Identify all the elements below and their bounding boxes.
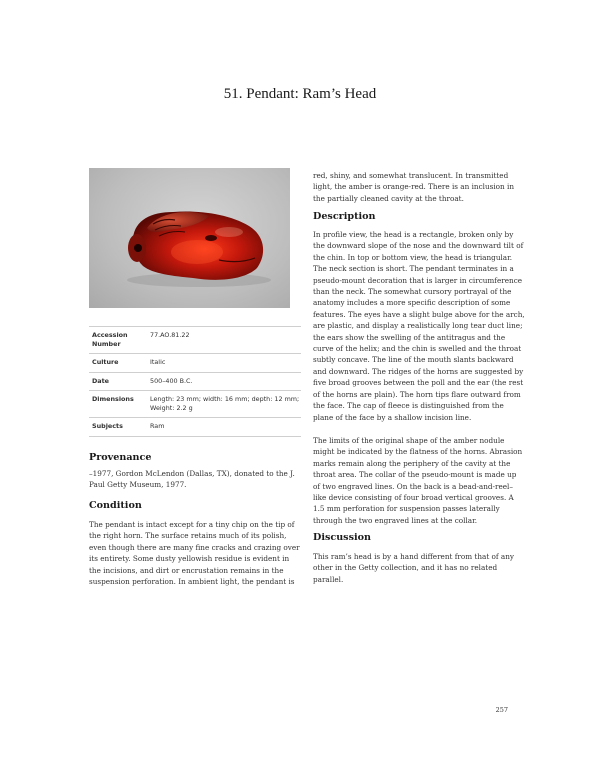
metadata-value: 77.AO.81.22 bbox=[150, 327, 301, 354]
description-paragraph-1: In profile view, the head is a rectangle, broken only by the downward slope of the nose and the downward tilt of the chin. In top or bottom view, the head is triangular. The neck section is short. The pendant terminates in a pseudo-mount decoration that is larger in circumference than the neck. The somewhat cursory portrayal of the anatomy includes a more specific description of some features. The eyes have a slight bulge above for the arch, are plastic, and display a realistically long tear duct line; the ears show the swelling of the antitragus and the curve of the helix; and the chin is swelled and the throat subtly concave. The line of the mouth slants backward and downward. The ridges of the horns are suggested by five broad grooves between the poll and the ear (the rest of the horns are plain). The horn tips flare outward from the face. The cap of fleece is distinguished from the plane of the face by a shallow incision line. bbox=[313, 230, 525, 422]
metadata-label: Culture bbox=[89, 354, 150, 373]
metadata-label: Date bbox=[89, 372, 150, 391]
metadata-row bbox=[89, 418, 301, 437]
provenance-text: –1977, Gordon McLendon (Dallas, TX), donated to the J. Paul Getty Museum, 1977. bbox=[89, 469, 295, 490]
condition-heading: Condition bbox=[89, 500, 142, 511]
metadata-value: Ram bbox=[150, 418, 301, 437]
metadata-row bbox=[89, 354, 301, 373]
page-title: 51. Pendant: Ram’s Head bbox=[223, 86, 377, 102]
description-paragraph-2: The limits of the original shape of the amber nodule might be indicated by the flatness of the horns. Abrasion marks remain along the periphery of the cavity at the throat area. The collar of the pseudo-mount is made up of two engraved lines. On the back is a bead-and-reel–like device consisting of four broad vertical grooves. A 1.5 mm perforation for suspension passes laterally through the two engraved lines at the collar. bbox=[313, 436, 523, 525]
discussion-heading: Discussion bbox=[313, 532, 372, 543]
condition-text-continued: red, shiny, and somewhat translucent. In transmitted light, the amber is orange-red. There is an inclusion in the partially cleaned cavity at the throat. bbox=[313, 171, 514, 203]
metadata-value: Length: 23 mm; width: 16 mm; depth: 12 mm; Weight: 2.2 g bbox=[150, 391, 301, 418]
ram-head-pendant-image bbox=[89, 168, 290, 308]
metadata-value: Italic bbox=[150, 354, 301, 373]
metadata-label: Subjects bbox=[89, 418, 150, 437]
page-number: 257 bbox=[495, 706, 508, 714]
metadata-row bbox=[89, 372, 301, 391]
discussion-text: This ram’s head is by a hand different from that of any other in the Getty collection, and it has no related parallel. bbox=[313, 552, 514, 584]
metadata-row bbox=[89, 391, 301, 418]
description-heading: Description bbox=[313, 211, 376, 222]
metadata-row bbox=[89, 327, 301, 354]
metadata-value: 500–400 B.C. bbox=[150, 372, 301, 391]
metadata-table bbox=[89, 326, 301, 437]
metadata-label: Dimensions bbox=[89, 391, 150, 418]
provenance-heading: Provenance bbox=[89, 452, 152, 463]
pendant-photo bbox=[89, 168, 290, 308]
metadata-label: Accession Number bbox=[89, 327, 150, 354]
condition-text: The pendant is intact except for a tiny chip on the tip of the right horn. The surface retains much of its polish, even though there are many fine cracks and crazing over its entirety. Some dusty yellowish residue is evident in the incisions, and dirt or encrustation remains in the suspension perforation. In ambient light, the pendant is bbox=[89, 520, 300, 587]
